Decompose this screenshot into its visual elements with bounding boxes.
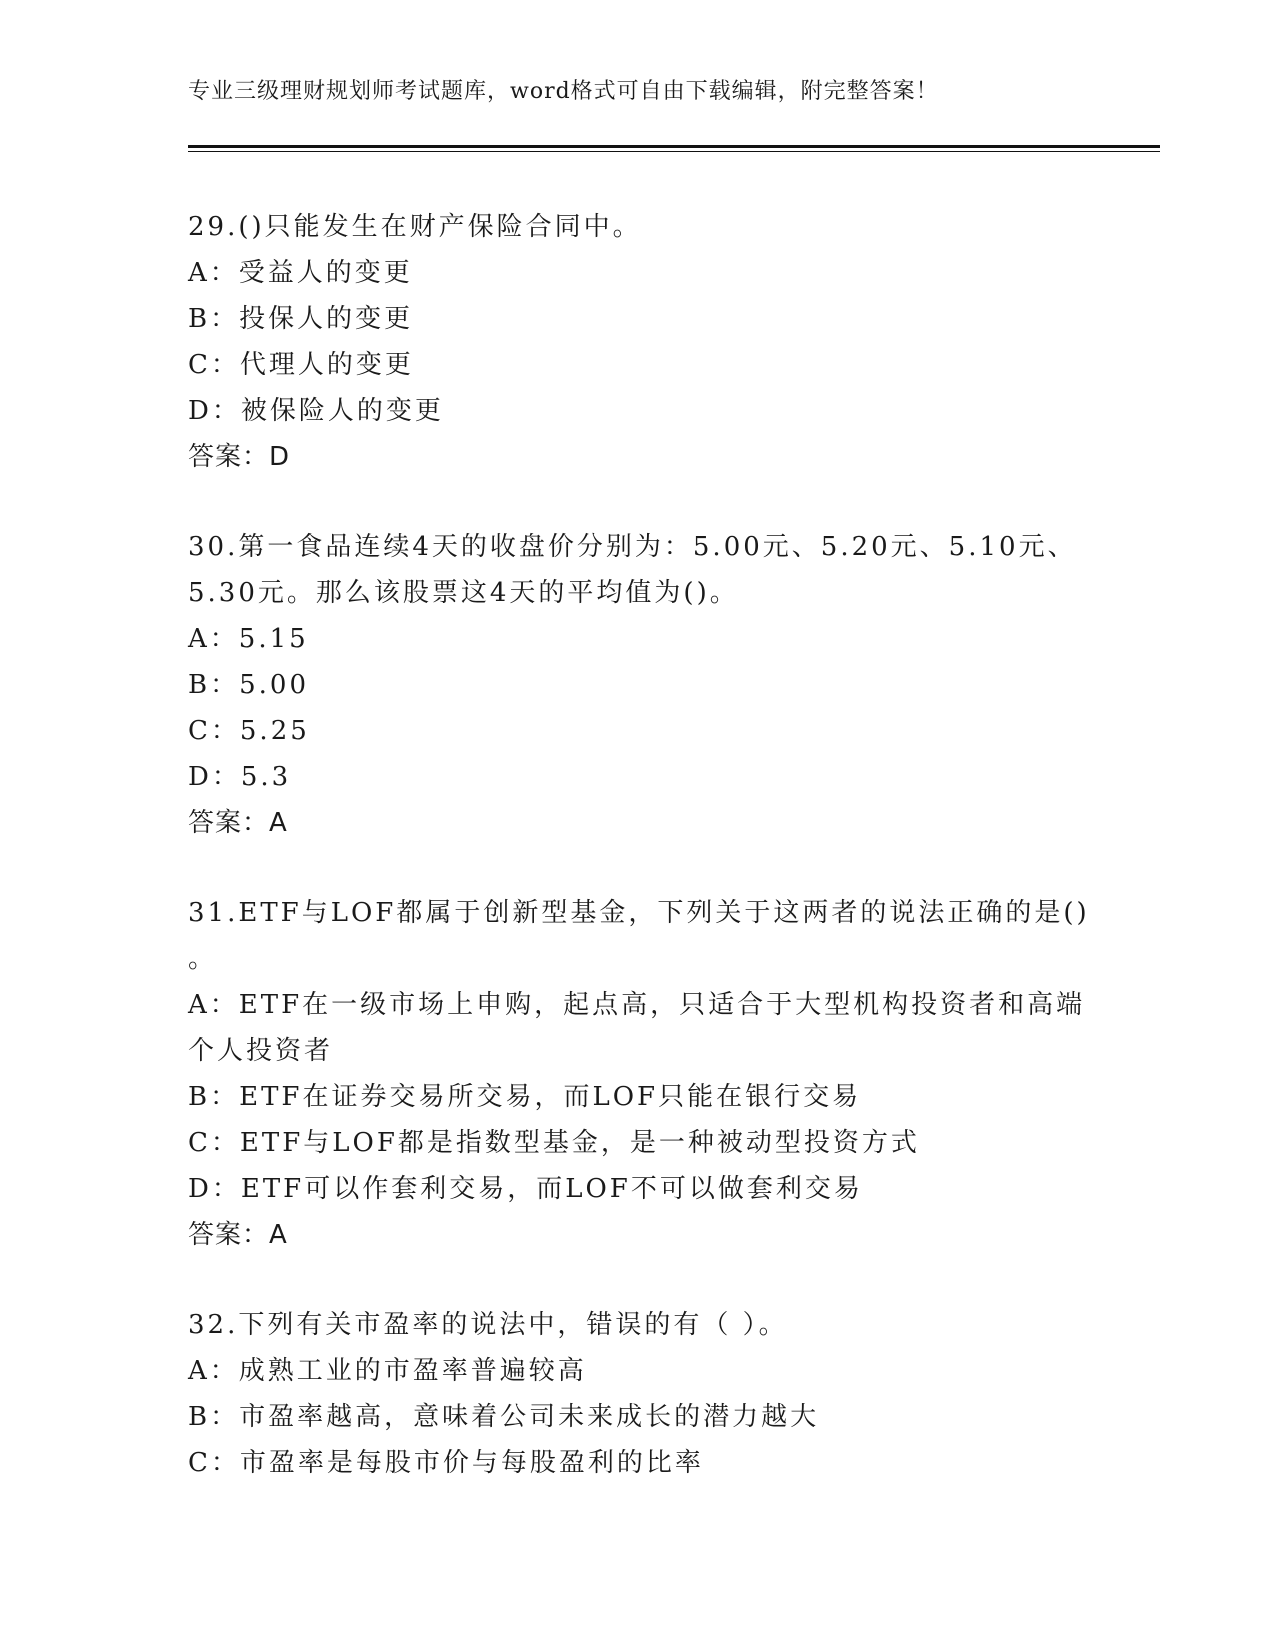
option-d: D：被保险人的变更 [188, 396, 444, 426]
option-d: D：ETF可以作套利交易，而LOF不可以做套利交易 [188, 1174, 863, 1204]
option-a: A：成熟工业的市盈率普遍较高 [188, 1356, 587, 1386]
question-stem: 32.下列有关市盈率的说法中，错误的有（ ）。 [188, 1310, 788, 1340]
question-stem: 29.()只能发生在财产保险合同中。 [188, 212, 642, 242]
question-stem-continued: 。 [188, 944, 218, 974]
answer-label: 答案：A [188, 1220, 288, 1250]
header-rule-thick [188, 145, 1160, 148]
option-b: B：投保人的变更 [188, 304, 414, 334]
option-c: C：5.25 [188, 716, 310, 746]
page-header: 专业三级理财规划师考试题库，word格式可自由下载编辑，附完整答案！ [188, 79, 939, 104]
option-c: C：市盈率是每股市价与每股盈利的比率 [188, 1448, 704, 1478]
option-a: A：受益人的变更 [188, 258, 413, 288]
question-29 [188, 204, 1068, 480]
option-d: D：5.3 [188, 762, 292, 792]
option-b: B：5.00 [188, 670, 309, 700]
question-30 [188, 524, 1077, 846]
question-stem: 30.第一食品连续4天的收盘价分别为：5.00元、5.20元、5.10元、 [188, 532, 1077, 562]
option-b: B：ETF在证券交易所交易，而LOF只能在银行交易 [188, 1082, 862, 1112]
option-a-continued: 个人投资者 [188, 1036, 334, 1066]
option-c: C：ETF与LOF都是指数型基金，是一种被动型投资方式 [188, 1128, 920, 1158]
option-a: A：5.15 [188, 624, 309, 654]
question-32 [188, 1302, 1068, 1486]
answer-label: 答案：A [188, 808, 288, 838]
question-31 [188, 890, 1090, 1258]
option-a: A：ETF在一级市场上申购，起点高，只适合于大型机构投资者和高端 [188, 990, 1086, 1020]
question-list [188, 204, 1090, 1530]
question-stem-continued: 5.30元。那么该股票这4天的平均值为()。 [188, 578, 739, 608]
option-c: C：代理人的变更 [188, 350, 414, 380]
header-rule-thin [188, 151, 1160, 152]
option-b: B：市盈率越高，意味着公司未来成长的潜力越大 [188, 1402, 820, 1432]
answer-label: 答案：D [188, 442, 291, 472]
question-stem: 31.ETF与LOF都属于创新型基金，下列关于这两者的说法正确的是() [188, 898, 1090, 928]
